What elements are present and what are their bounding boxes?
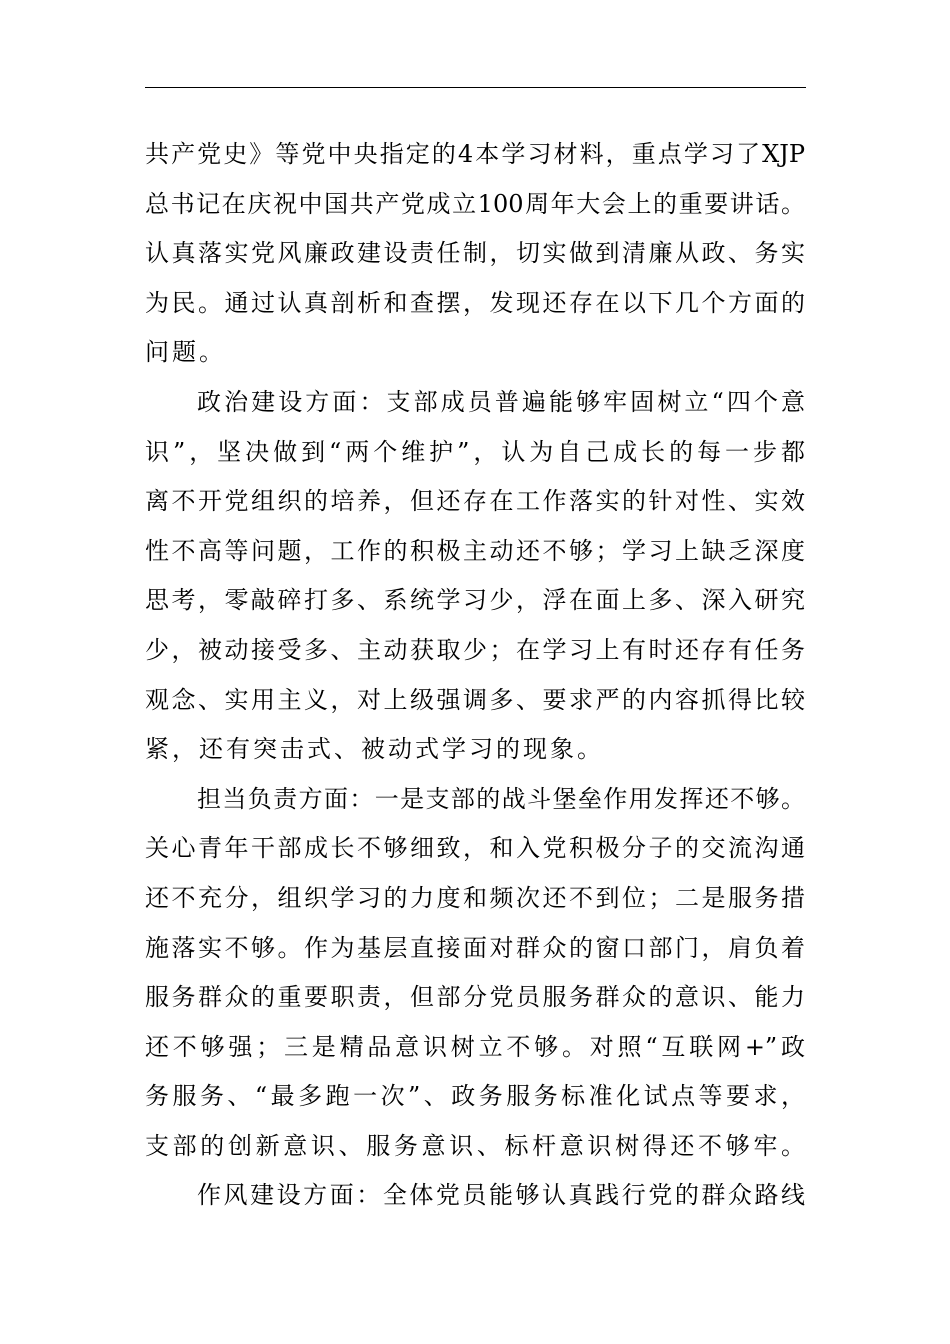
- text-line: 为民。通过认真剖析和查摆，发现还存在以下几个方面的: [145, 288, 805, 317]
- text-line: 还不充分，组织学习的力度和频次还不到位；二是服务措: [145, 883, 805, 912]
- text-line: 观念、实用主义，对上级强调多、要求严的内容抓得比较: [145, 685, 805, 714]
- text-line: 作风建设方面：全体党员能够认真践行党的群众路线: [197, 1181, 805, 1210]
- text-line: 共产党史》等党中央指定的4本学习材料，重点学习了XJP: [145, 140, 805, 168]
- text-line: 总书记在庆祝中国共产党成立100周年大会上的重要讲话。: [145, 189, 805, 218]
- text-line: 服务群众的重要职责，但部分党员服务群众的意识、能力: [145, 983, 805, 1012]
- text-line: 离不开党组织的培养，但还存在工作落实的针对性、实效: [145, 487, 805, 516]
- text-line: 关心青年干部成长不够细致，和入党积极分子的交流沟通: [145, 834, 805, 863]
- text-line: 识”，坚决做到“两个维护”，认为自己成长的每一步都: [145, 437, 805, 466]
- text-line: 性不高等问题，工作的积极主动还不够；学习上缺乏深度: [145, 536, 805, 565]
- text-line: 务服务、“最多跑一次”、政务服务标准化试点等要求，: [145, 1082, 805, 1111]
- text-line: 思考，零敲碎打多、系统学习少，浮在面上多、深入研究: [145, 586, 805, 615]
- text-line: 担当负责方面：一是支部的战斗堡垒作用发挥还不够。: [197, 784, 805, 813]
- header-rule: [145, 87, 806, 88]
- text-line: 施落实不够。作为基层直接面对群众的窗口部门，肩负着: [145, 933, 805, 962]
- text-line: 少，被动接受多、主动获取少；在学习上有时还存有任务: [145, 635, 805, 664]
- text-line: 政治建设方面：支部成员普遍能够牢固树立“四个意: [197, 387, 805, 416]
- text-line: 紧，还有突击式、被动式学习的现象。: [145, 735, 604, 764]
- text-line: 认真落实党风廉政建设责任制，切实做到清廉从政、务实: [145, 239, 805, 268]
- text-line: 还不够强；三是精品意识树立不够。对照“互联网+”政: [145, 1032, 805, 1061]
- document-body: [145, 130, 805, 1221]
- text-line: 支部的创新意识、服务意识、标杆意识树得还不够牢。: [145, 1131, 805, 1160]
- text-line: 问题。: [145, 338, 226, 367]
